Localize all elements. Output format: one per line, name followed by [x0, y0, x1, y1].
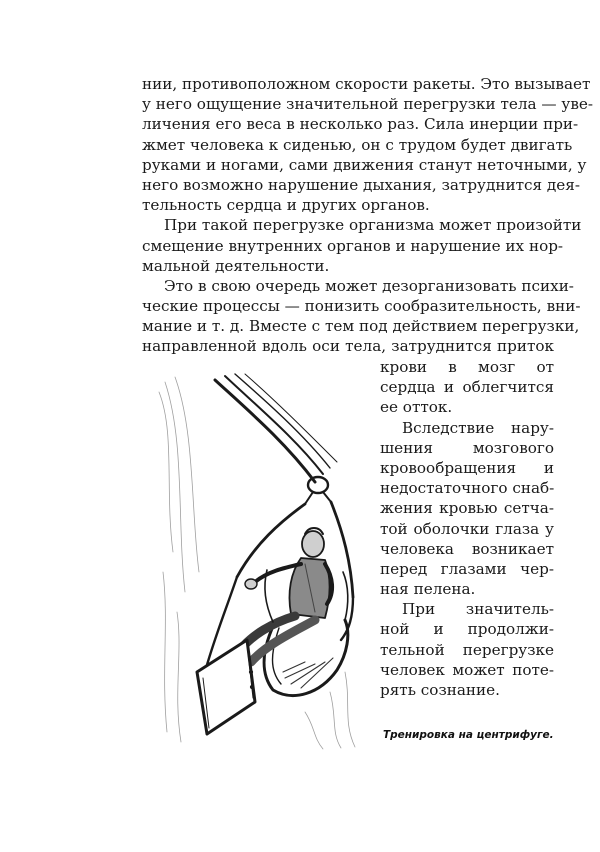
text-line: Вследствие нару- [402, 418, 554, 437]
text-line: человек может поте- [380, 660, 554, 679]
text-line: шения мозгового [380, 438, 554, 457]
side-text-column [380, 357, 554, 700]
text-line: недостаточного снаб- [380, 479, 555, 498]
text-line: смещение внутренних органов и нарушение их нор- [142, 236, 564, 255]
figure-caption: Тренировка на центрифуге. [383, 729, 554, 741]
text-line: мание и т. д. Вместе с тем под действием перегрузки, [142, 317, 580, 336]
text-line: человека возникает [380, 539, 554, 558]
text-line: кровообращения и [380, 458, 554, 477]
text-line: личения его веса в несколько раз. Сила инерции при- [142, 115, 579, 134]
text-line: ной и продолжи- [380, 620, 554, 639]
text-line: При значитель- [402, 600, 554, 619]
text-line: ческие процессы — понизить сообразительность, вни- [142, 297, 581, 316]
text-line: направленной вдоль оси тела, затруднится приток [142, 337, 554, 356]
text-line: сердца и облегчится [380, 378, 554, 397]
text-line: жмет человека к сиденью, он с трудом будет двигать [142, 135, 573, 154]
text-line: ее отток. [380, 398, 453, 417]
text-line: руками и ногами, сами движения станут неточными, у [142, 155, 587, 174]
text-line: мальной деятельности. [142, 256, 330, 275]
text-line: жения кровью сетча- [380, 499, 554, 518]
text-line: крови в мозг от [380, 358, 554, 376]
text-line: него возможно нарушение дыхания, затруднится дея- [142, 175, 580, 194]
text-line: Это в свою очередь может дезорганизовать психи- [164, 276, 574, 295]
text-line: При такой перегрузке организма может произойти [164, 216, 582, 235]
text-line: перед глазами чер- [380, 559, 554, 578]
text-line: нии, противоположном скорости ракеты. Это вызывает [142, 75, 591, 93]
text-line: той оболочки глаза у [380, 519, 554, 538]
main-text-column [142, 74, 594, 357]
text-line: тельной перегрузке [380, 640, 554, 659]
text-line: ная пелена. [380, 580, 476, 599]
text-line: рять сознание. [380, 681, 500, 699]
text-line: тельность сердца и других органов. [142, 196, 430, 215]
centrifuge-illustration [155, 372, 370, 750]
text-line: у него ощущение значительной перегрузки тела — уве- [142, 95, 594, 114]
